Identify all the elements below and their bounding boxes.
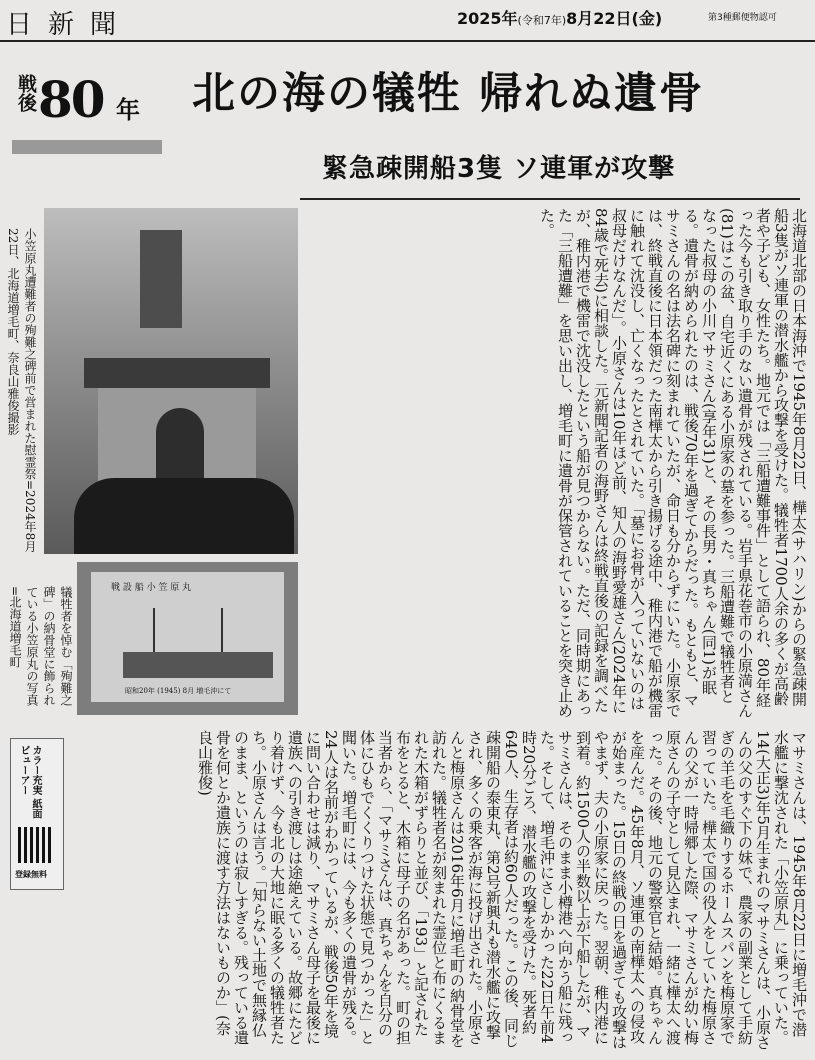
date-weekday: (金) <box>631 9 663 28</box>
viewer-ad-register: 登録無料 <box>15 869 47 879</box>
headline: 北の海の犠牲 帰れぬ遺骨 <box>192 69 704 119</box>
ship-mast <box>153 608 155 654</box>
ship-mast <box>221 608 223 654</box>
ship-hull <box>123 652 273 678</box>
series-sengo: 戦後 <box>15 74 37 112</box>
date-day: 8月22日 <box>566 9 632 28</box>
ship-photo-print <box>91 572 284 702</box>
article-body-top: 北海道北部の日本海沖で1945年8月22日、樺太(サハリン)からの緊急疎開船3隻がソ連軍の潜水艦から攻撃を受けた。犠牲者1700人余の多くが高齢者や子ども、女性たち。地元では「三船遭難事件」として語られ、80年経った今も引き取り手のない遺骨が残されている。岩手県花巻市の小原満さん(81)はこの盆、自宅近くにある小原家の墓を参った。三船遭難で犠牲者となった叔母の小川マサミさん(享年31)と、その長男・真ちゃん(同1)が眠る。遺骨が納められたのは、戦後70年を過ぎてからだった。もともと、マサミさんの名は法名碑に刻まれていたが、命日も分からずにいた。小原家では、終戦直後に日本領だった南樺太から引き揚げる途中、稚内港で船が機雷に触れて沈没し、亡くなったとされていた。「墓にお骨が入っていないのは叔母だけなんだ」。小原さんは10年ほど前、知人の海野愛雄さん(2024年に84歳で死去)に相談した。元新聞記者の海野さんは終戦直後の記録を調べたが、稚内港で機雷で沈没したという船が見つからない。ただ、同時期にあった「三船遭難」を思い出し、増毛町に遺骨が保管されていることを突き止めた。 <box>538 208 808 718</box>
photo2-caption: 犠牲者を悼む「殉難之碑」の納骨堂に飾られている小笠原丸の写真=北海道増毛町 <box>8 586 73 706</box>
issue-date <box>457 6 662 29</box>
headline-rule <box>300 198 800 200</box>
series-logo <box>12 70 162 154</box>
paper-name: 日新聞 <box>6 10 133 40</box>
monument-stone <box>140 230 182 328</box>
series-rule <box>12 140 162 154</box>
qr-code-icon <box>18 827 54 863</box>
ship-photo <box>77 562 298 715</box>
date-year: 2025年 <box>457 9 518 28</box>
attendees <box>74 478 294 554</box>
article-body-bottom: マサミさんは、1945年8月22日に増毛沖で潜水艦に撃沈された「小笠原丸」に乗っていた。14(大正3)年5月生まれのマサミさんは、小原さんの父のすぐ下の妹で、農家の副業として手紡ぎの羊毛を毛織りするホームスパンを梅原家で習っていた。樺太で国の役人をしていた梅原さんの父が一時帰郷した際、マサミさんが幼い梅原さんの子守として見込まれ、一緒に樺太へ渡った。その後、地元の警察官と結婚。真ちゃんを産んだ。45年8月、ソ連軍の南樺太への侵攻が始まった。15日の終戦の日を過ぎても攻撃はやまず、夫の小原家に戻った。翌朝、稚内港に到着。約1500人の半数以上が下船したが、マサミさんは、そのまま小樽港へ向かう船に残った。そして、増毛沖にさしかかった22日午前4時20分ごろ、潜水艦の攻撃を受けた。死者約640人、生存者は約60人だった。この後、同じ疎開船の泰東丸、第2号新興丸も潜水艦に攻撃され、多くの乗客が海に投げ出された。小原さんと梅原さんは2016年6月に増毛町の納骨堂を訪れた。犠牲者名が刻まれた霊位と布にくるまれた木箱がずらりと並び、「193」と記された布をとると、木箱に母子の名があった。町の担当者から、「マサミさんは、真ちゃんを自分の体にひもでくくりつけた状態で見つかった」と聞いた。増毛町には、今も多くの遺骨が残る。24人は名前がわかっているが、戦後50年を境に問い合わせは減り、マサミさん母子を最後に遺族への引き渡しは途絶えている。故郷にたどり着けず、今も北の大地に眠る多くの犠牲者たち。小原さんは言う。「知らない土地で無縁仏のまま、というのは寂しすぎる。残っている遺骨を何とか遺族に渡す方法はないものか」(奈良山雅俊) <box>196 730 808 1050</box>
date-era: (令和7年) <box>517 14 567 27</box>
viewer-ad-text: カラー充実 紙面ビューアー <box>18 745 41 819</box>
series-nen: 年 <box>116 95 140 124</box>
viewer-ad[interactable] <box>10 738 64 890</box>
series-years: 80 <box>38 70 104 129</box>
memorial-photo <box>44 208 298 554</box>
photo1-caption: 小笠原丸遭難者の殉難之碑前で営まれた慰霊祭=2024年8月22日、北海道増毛町、奈良山雅俊撮影 <box>6 228 37 553</box>
masthead <box>0 0 815 42</box>
subhead: 緊急疎開船3隻 ソ連軍が攻撃 <box>322 154 676 184</box>
ship-photo-caption: 昭和20年 (1945) 8月 増毛沖にて <box>125 687 232 695</box>
postal-note: 第3種郵便物認可 <box>708 13 777 23</box>
shrine-roof <box>84 358 270 388</box>
ship-photo-title: 戦 設 船 小 笠 原 丸 <box>111 583 192 593</box>
